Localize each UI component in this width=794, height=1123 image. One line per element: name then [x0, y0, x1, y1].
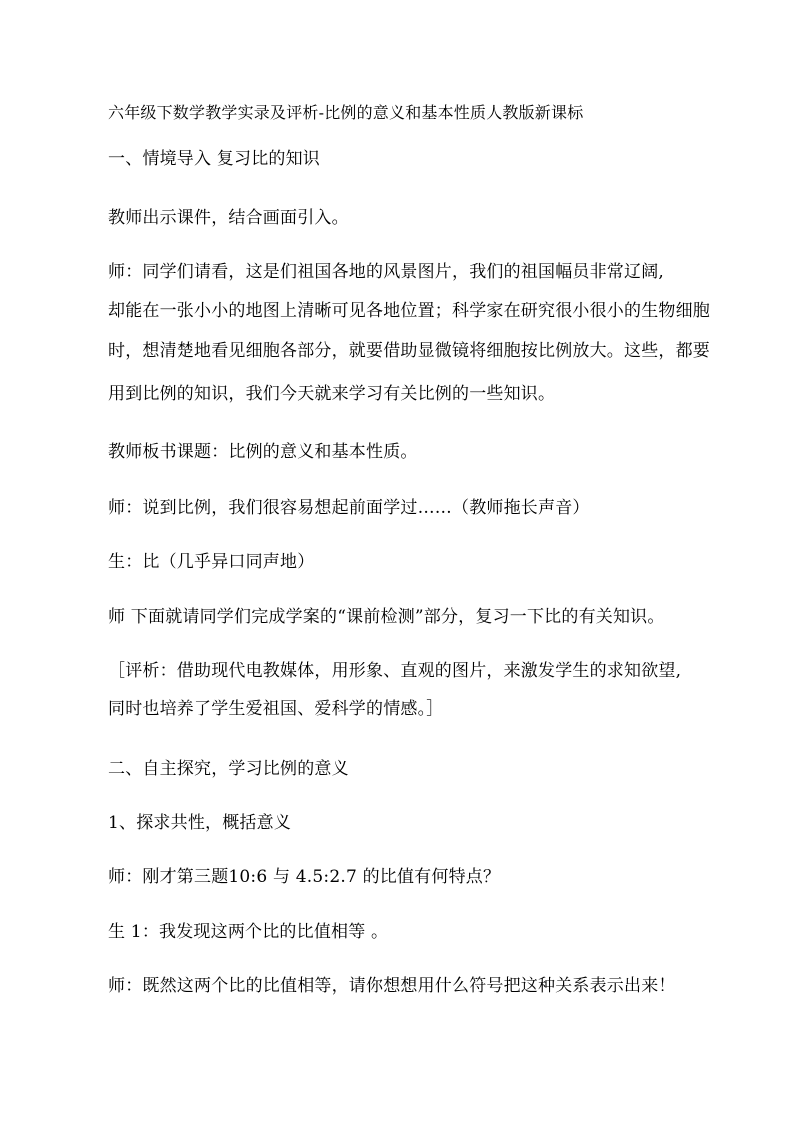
- section-heading-2: 二、自主探究，学习比例的意义: [108, 759, 349, 779]
- annotation-line-2: 同时也培养了学生爱祖国、爱科学的情感。］: [108, 699, 444, 719]
- annotation-line-1: ［评析：借助现代电教媒体，用形象、直观的图片，来激发学生的求知欲望,: [108, 661, 682, 681]
- paragraph-8: 师：刚才第三题10:6 与 4.5:2.7 的比值有何特点？: [108, 867, 501, 887]
- subsection-heading-1: 1、探求共性，概括意义: [108, 813, 292, 833]
- section-heading-1: 一、情境导入 复习比的知识: [108, 149, 321, 169]
- document-title: 六年级下数学教学实录及评析-比例的意义和基本性质人教版新课标: [108, 103, 584, 122]
- paragraph-2-line-4: 用到比例的知识，我们今天就来学习有关比例的一些知识。: [108, 384, 556, 404]
- paragraph-4: 师：说到比例，我们很容易想起前面学过……（教师拖长声音）: [108, 498, 590, 518]
- paragraph-5: 生：比（几乎异口同声地）: [108, 552, 315, 572]
- paragraph-2-line-2: 却能在一张小小的地图上清晰可见各地位置；科学家在研究很小很小的生物细胞: [108, 301, 710, 321]
- paragraph-6: 师 下面就请同学们完成学案的“课前检测”部分，复习一下比的有关知识。: [108, 607, 665, 627]
- paragraph-1: 教师出示课件，结合画面引入。: [108, 208, 349, 228]
- paragraph-3: 教师板书课题：比例的意义和基本性质。: [108, 442, 418, 462]
- paragraph-9: 生 1：我发现这两个比的比值相等 。: [108, 922, 389, 942]
- paragraph-2-line-3: 时，想清楚地看见细胞各部分，就要借助显微镜将细胞按比例放大。这些，都要: [108, 341, 710, 361]
- paragraph-10: 师：既然这两个比的比值相等，请你想想用什么符号把这种关系表示出来！: [108, 976, 676, 996]
- paragraph-2-line-1: 师：同学们请看，这是们祖国各地的风景图片，我们的祖国幅员非常辽阔,: [108, 262, 665, 282]
